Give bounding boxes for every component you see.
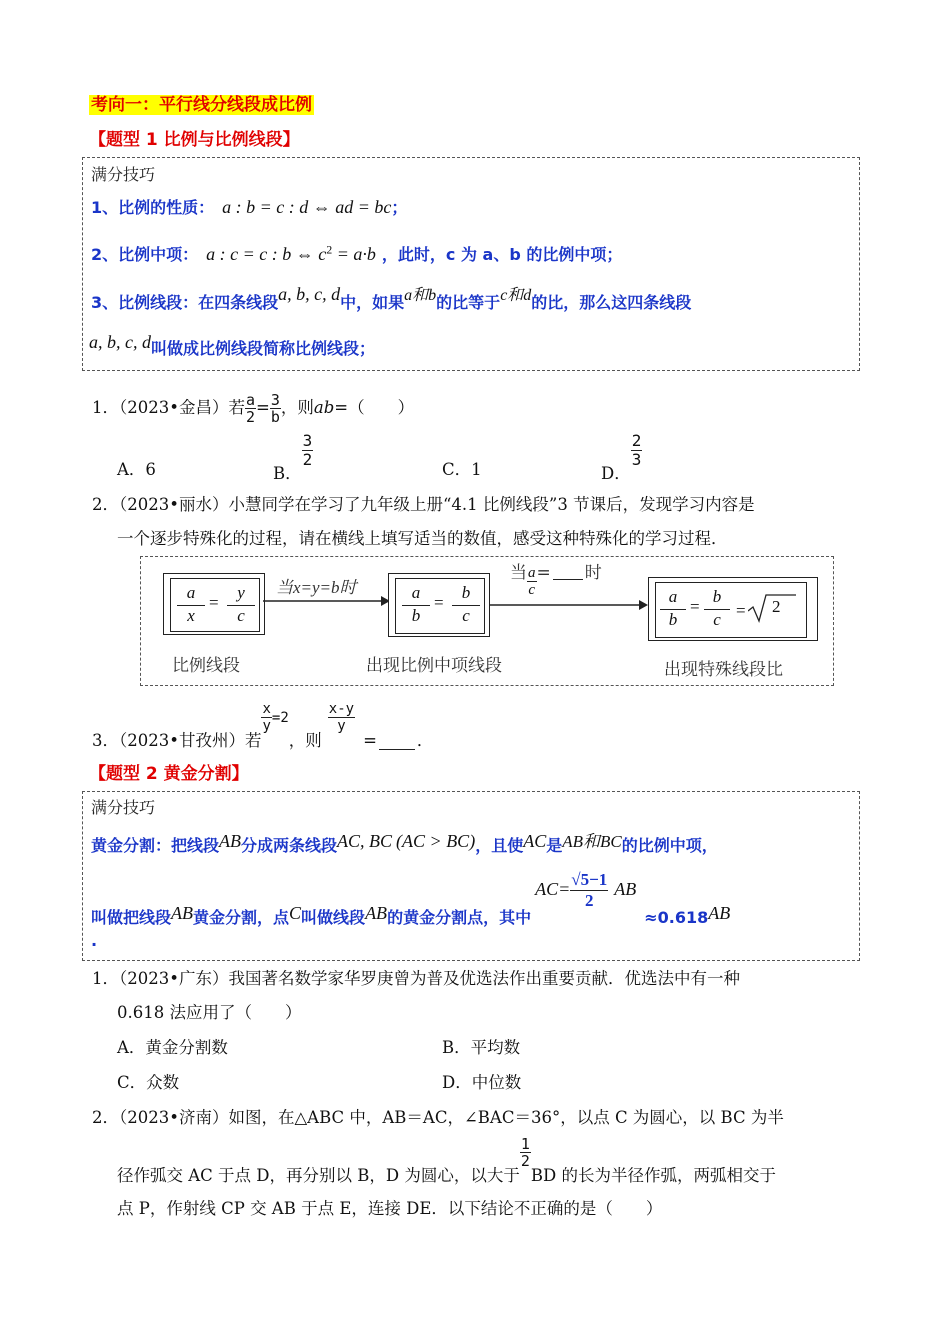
caption-3: 出现特殊线段比	[664, 660, 783, 680]
t1-q2-line1: 2．（2023•丽水）小慧同学在学习了九年级上册“4.1 比例线段”3 节课后，发现学习内容是	[92, 495, 755, 514]
t1-q1-option-b[interactable]: B． $\frac{3}{2}$	[273, 431, 313, 483]
t2-q1-line2: 0.618 法应用了（ ）	[117, 1003, 302, 1022]
t1-q1-option-a[interactable]: A．6	[117, 460, 156, 479]
type2-title: 【题型 2 黄金分割】	[89, 764, 249, 784]
tip2-line3: .	[91, 931, 98, 950]
tip2-line1: 黄金分割：把线段AB分成两条线段AC, BC (AC > BC)，且使AC是AB和BC的比例中项，	[91, 831, 718, 855]
tips-heading-1: 满分技巧	[91, 165, 156, 184]
answer-blank[interactable]	[379, 749, 415, 750]
section-title: 考向一：平行线分线段成比例	[91, 95, 312, 115]
tips-heading-2: 满分技巧	[91, 798, 156, 817]
arrow-1	[263, 594, 391, 608]
caption-2: 出现比例中项线段	[366, 656, 502, 676]
blank-line[interactable]	[553, 579, 583, 580]
t1-q3-stem: 3．（2023•甘孜州）若 $\frac{x}{y}$ =2，则 $\frac{x-y}{y}$ = ．	[92, 701, 434, 750]
flow-box-1: a x = y c	[163, 573, 265, 635]
t2-q1-option-b[interactable]: B．平均数	[442, 1038, 521, 1057]
arrow1-label: 当x=y=b时	[276, 578, 357, 597]
caption-1: 比例线段	[172, 656, 240, 676]
t1-q1-option-c[interactable]: C．1	[442, 460, 482, 479]
flow-box-2: a b = b c	[388, 573, 490, 637]
t2-q2-line1: 2．（2023•济南）如图，在△ABC 中，AB＝AC，∠BAC＝36°，以点 C 为圆心，以 BC 为半	[92, 1108, 784, 1127]
arrow-2	[489, 598, 649, 612]
t2-q2-line3: 点 P，作射线 CP 交 AB 于点 E，连接 DE．以下结论不正确的是（ ）	[117, 1199, 663, 1218]
type1-title: 【题型 1 比例与比例线段】	[89, 130, 300, 150]
t2-q2-line2: 径作弧交 AC 于点 D，再分别以 B，D 为圆心，以大于 $\frac{1}{2}$ BD 的长为半径作弧，两弧相交于	[117, 1135, 776, 1185]
tip1-line4: a, b, c, d叫做成比例线段简称比例线段；	[89, 332, 376, 358]
t1-q1-option-d[interactable]: D． $\frac{2}{3}$	[601, 431, 642, 483]
flow-box-3: a b = b c = 2	[648, 577, 818, 641]
tip2-line2: 叫做把线段AB黄金分割，点C叫做线段AB的黄金分割点，其中AC= $\frac{√5-1}{2}$ AB≈0.618AB	[91, 870, 731, 927]
t1-q2-line2: 一个逐步特殊化的过程，请在横线上填写适当的数值，感受这种特殊化的学习过程．	[117, 529, 728, 548]
t2-q1-option-c[interactable]: C．众数	[117, 1073, 180, 1092]
fraction: $\frac{a}{2}$	[245, 391, 256, 426]
tip1-line2: 2、比例中项： a : c = c : b ⇔ $c^2 = a\cdot b$ ，此时，c 为 a、b 的比例中项；	[91, 242, 623, 264]
t2-q1-line1: 1．（2023•广东）我国著名数学家华罗庚曾为普及优选法作出重要贡献．优选法中有一种	[92, 969, 740, 988]
t1-q1-stem: 1．（2023•金昌）若 $\frac{a}{2}$ = $\frac{3}{b}$ ，则ab=（ ）	[92, 391, 415, 426]
tip1-line3: 3、比例线段：在四条线段a, b, c, d中，如果a和b的比等于c和d的比，那么这四条线段	[91, 284, 692, 312]
tip1-line1: 1、比例的性质： a : b = c : d ⇔ ad = bc；	[91, 197, 408, 217]
fraction: $\frac{3}{b}$	[270, 391, 280, 426]
arrow2-label: 当 $\frac{a}{c}$ = 时	[510, 563, 602, 598]
t2-q1-option-a[interactable]: A．黄金分割数	[117, 1038, 228, 1057]
t2-q1-option-d[interactable]: D．中位数	[442, 1073, 522, 1092]
